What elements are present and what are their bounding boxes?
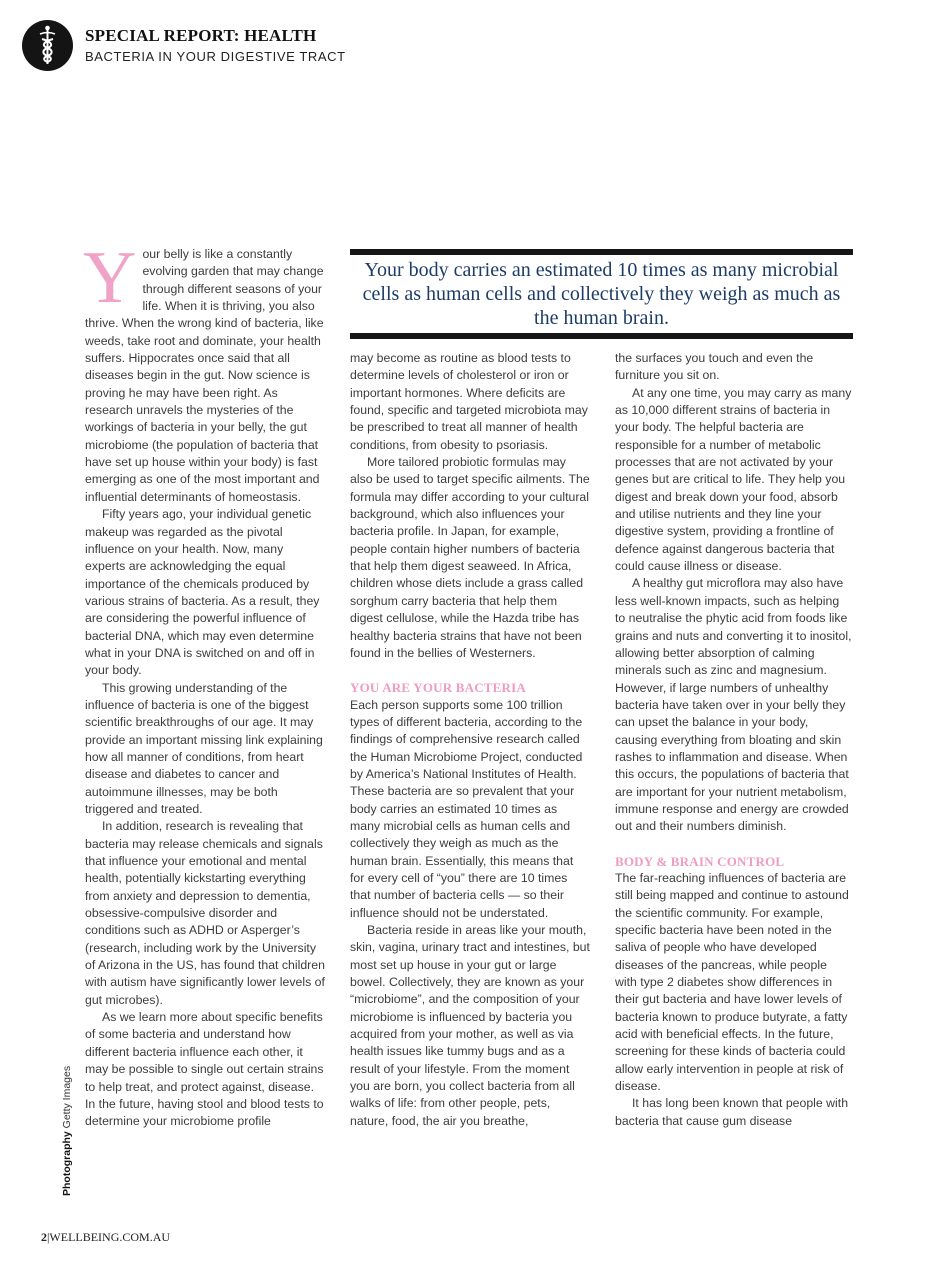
site-url: WELLBEING.COM.AU [49,1230,171,1244]
page-footer [41,1230,170,1245]
article-paragraph: Your belly is like a constantly evolving garden that may change through different seasons of your life. When it is thriving, you also thrive. When the wrong kind of bacteria, like weeds, take root and dominate, your health suffers. Hippocrates once said that all diseases begin in the gut. Now science is proving he may have been right. As research unravels the mysteries of the workings of bacteria in your belly, the gut microbiome (the population of bacteria that have set up house within your body) is fast emerging as one of the most important and influential determinants of homeostasis. [83,237,324,504]
article-paragraph: the surfaces you touch and even the furniture you sit on. [615,351,814,383]
article-paragraph: At any one time, you may carry as many as 10,000 different strains of bacteria in your body. The helpful bacteria are responsible for a number of metabolic processes that are not activated by your genes but are critical to life. They help you digest and break down your food, absorb and utilise nutrients and they line your digestive system, providing a frontline of defence against dangerous bacteria that could cause illness or disease. [615,385,852,574]
article-paragraph: Each person supports some 100 trillion types of different bacteria, according to the findings of comprehensive research called the Human Microbiome Project, conducted by America’s National Institutes of Health. These bacteria are so prevalent that your body carries an estimated 10 times as many microbial cells as human cells and collectively they weigh as much as the human brain. Essentially, this means that for every cell of “you” there are 10 times that number of bacteria cells — so their influence should not be understated. [350,697,583,920]
subheading-you-are-your-bacteria: YOU ARE YOUR BACTERIA [350,680,526,696]
subheading-body-brain-control: BODY & BRAIN CONTROL [615,853,785,869]
article-column-3 [615,350,852,1130]
footer-separator: | [47,1230,50,1244]
article-paragraph: More tailored probiotic formulas may also be used to target specific ailments. The formula may differ according to your cultural background, which also influences your bacteria profile. In Japan, for example, people contain higher numbers of bacteria that help them digest seaweed. In Africa, children whose diets include a grass called sorghum carry bacteria that help them digest cellulose, while the Hazda tribe has healthy bacteria strains that have not been found in the bellies of Westerners. [350,455,590,660]
article-paragraph: may become as routine as blood tests to determine levels of cholesterol or iron or important hormones. Where deficits are found, specific and targeted microbiota may be prescribed to treat all manner of health conditions, from obesity to psoriasis. [350,351,588,452]
article-column-2 [350,350,590,1130]
article-paragraph: This growing understanding of the influence of bacteria is one of the biggest scientific breakthroughs of our age. It may provide an important missing link explaining how all manner of conditions, from heart disease and diabetes to cancer and autoimmune illnesses, may be both triggered and treated. [85,680,323,816]
drop-cap: Y [83,237,137,319]
photo-credit [61,1066,73,1196]
article-paragraph: Fifty years ago, your individual genetic makeup was regarded as the pivotal influence on your health. Now, many experts are acknowledging the equal importance of the chemicals produced by various strains of bacteria. As a result, they are considering the powerful influence of bacterial DNA, which may even determine what in your DNA is switched on and off in your body. [85,507,320,678]
photo-credit-source: Getty Images [61,1065,73,1129]
article-column-1 [83,237,325,1131]
article-paragraph: Bacteria reside in areas like your mouth, skin, vagina, urinary tract and intestines, but most set up house in your gut or large bowel. Collectively, they are known as your “microbiome”, and the composition of your microbiome is influenced by bacteria you acquired from your mother, as well as via health issues like tummy bugs and as a result of your lifestyle. From the moment you are born, you collect bacteria from all walks of life: from other people, pets, nature, food, the air you breathe, [350,923,590,1128]
article-paragraph: It has long been known that people with bacteria that cause gum disease [615,1096,849,1128]
page-number: 2 [41,1230,47,1244]
article-paragraph: The far-reaching influences of bacteria are still being mapped and continue to astound the scientific community. For example, specific bacteria have been noted in the saliva of people who have developed diseases of the pancreas, while people with type 2 diabetes show differences in their gut bacteria and have lower levels of bacteria known to produce butyrate, a fatty acid with beneficial effects. In the future, screening for these kinds of bacteria could allow early intervention in people at risk of disease. [615,870,849,1094]
section-subtitle: BACTERIA IN YOUR DIGESTIVE TRACT [85,49,346,64]
section-title: SPECIAL REPORT: HEALTH [85,26,317,45]
article-paragraph: As we learn more about specific benefits of some bacteria and understand how different bacteria influence each other, it may be possible to single out certain strains to help treat, and protect against, disease. In the future, having stool and blood tests to determine your microbiome profile [85,1010,324,1129]
article-paragraph: A healthy gut microflora may also have less well-known impacts, such as helping to neutralise the phytic acid from foods like grains and nuts and converting it to inositol, allowing better absorption of calming minerals such as zinc and magnesium. However, if large numbers of unhealthy bacteria have taken over in your belly they can upset the balance in your body, causing everything from bloating and skin rashes to inflammation and disease. When this occurs, the populations of bacteria that are important for your nutrient metabolism, immune response and energy are crowded out and their numbers diminish. [615,576,852,834]
caduceus-icon [22,20,73,71]
pull-quote [350,249,853,339]
photo-credit-label: Photography [61,1131,73,1196]
pull-quote-text: Your body carries an estimated 10 times as many microbial cells as human cells and collectively they weigh as much as the human brain. [362,259,841,329]
article-paragraph: In addition, research is revealing that bacteria may release chemicals and signals that influence your emotional and mental health, potentially kickstarting everything from anxiety and depression to dementia, obsessive-compulsive disorder and conditions such as ADHD or Asperger’s (research, including work by the University of Arizona in the US, has found that children with autism have significantly lower levels of gut microbes). [85,819,325,1007]
